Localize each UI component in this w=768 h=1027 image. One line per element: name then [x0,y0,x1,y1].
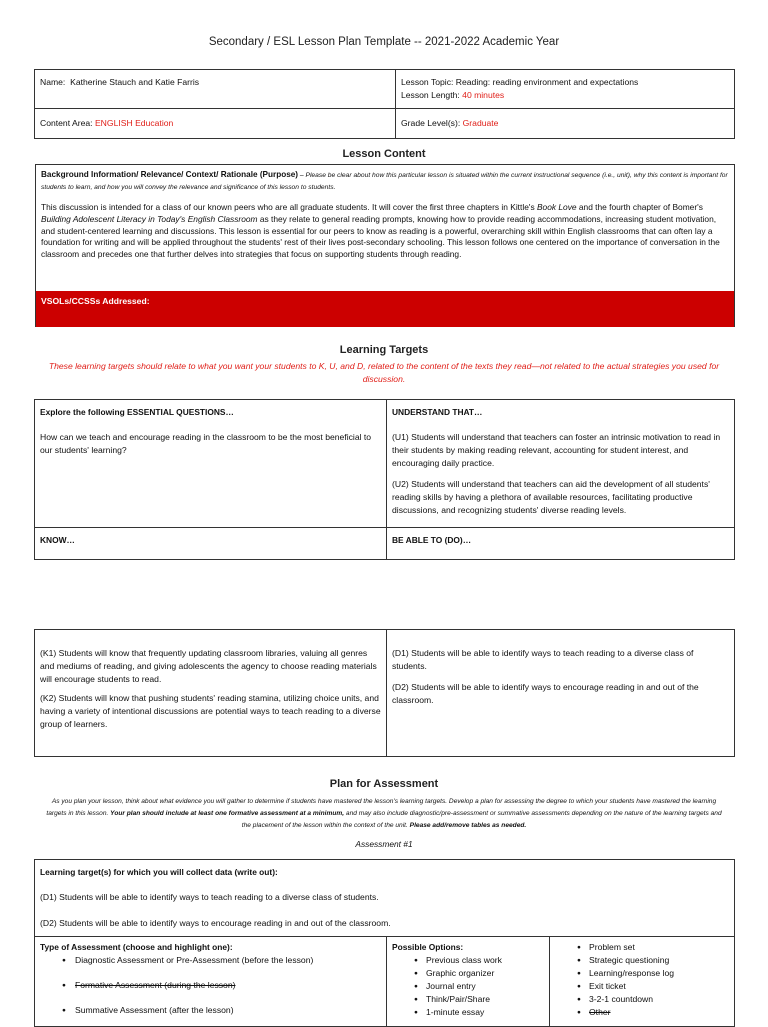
assessment-type-cell [35,937,387,1027]
option-item: ● Think/Pair/Share [392,993,544,1006]
background-heading: Background Information/ Relevance/ Context/ Rationale (Purpose) [41,170,299,179]
option-item: ● Previous class work [392,954,544,967]
assessment-table [34,859,735,1027]
name-label: Name: [40,77,66,87]
content-area-cell [35,109,396,139]
vsols-banner [36,291,734,327]
learning-targets-note: These learning targets should relate to what you want your students to K, U, and D, related to the content of the texts they read—not related to the actual strategies you used for discussion. [48,361,720,384]
know-do-table [34,629,735,757]
do-heading: BE ABLE TO (DO)… [392,535,472,545]
topic-cell [396,70,735,109]
topic-value: Reading: reading environment and expectations [455,77,639,87]
name-value: Katherine Stauch and Katie Farris [70,77,200,87]
options-heading: Possible Options: [392,942,464,952]
type-formative[interactable]: ● Formative Assessment (during the lesson) [40,979,381,992]
background-instruction: – Please be clear about how this particular lesson is situated within the current instructional sequence (i.e., unit), why this content is important for students to learn, and how you will convey the relevance and significance of this lesson to students. [41,172,728,191]
grade-cell [396,109,735,139]
type-summative[interactable]: ● Summative Assessment (after the lesson) [40,1004,381,1017]
understand-cell [387,400,735,528]
know-cell [35,528,387,560]
lesson-content-title: Lesson Content [342,148,426,160]
name-cell [35,70,396,109]
eq-text: How can we teach and encourage reading in the classroom to be the most beneficial to our students' learning? [40,432,372,455]
targets-collect-heading: Learning target(s) for which you will collect data (write out): [40,867,278,877]
assessment-number: Assessment #1 [355,839,413,849]
options-list-1 [392,954,544,1019]
content-area-value: ENGLISH Education [94,118,174,128]
length-value: 40 minutes [462,90,505,100]
option-item: ● Journal entry [392,980,544,993]
option-item: ● 3-2-1 countdown [555,993,729,1006]
option-item: ● Strategic questioning [555,954,729,967]
options-list-2 [555,941,729,1019]
content-area-label: Content Area: [40,118,93,128]
type-list [40,954,381,1017]
targets-table [34,399,735,560]
lesson-content-box [35,164,735,327]
option-item: ● Other [555,1006,729,1019]
topic-label: Lesson Topic: [401,77,454,87]
grade-label: Grade Level(s): [401,118,461,128]
know-heading: KNOW… [40,535,75,545]
target-d1: (D1) Students will be able to identify ways to teach reading to a diverse class of students. [40,892,379,902]
k2-text: (K2) Students will know that pushing students' reading stamina, utilizing choice units, and having a variety of intentional discussions are potential ways to teach reading to a diverse group of learners. [40,693,381,729]
learning-targets-title: Learning Targets [339,344,429,356]
length-label: Lesson Length: [401,90,460,100]
assessment-intro: As you plan your lesson, think about what evidence you will gather to determine if students have mastered the lesson's learning targets. Develop a plan for assessing the degree to which your students have mastered the learning targets in this lesson. Your plan should include at least one formative assessment at a minimum, and may also include diagnostic/pre-assessment or summative assessments depending on the nature of the learning targets and the placement of the lesson within the context of the unit. Please add/remove tables as needed. [46,798,722,829]
k1-text: (K1) Students will know that frequently updating classroom libraries, valuing all genres and mediums of reading, and giving adolescents the agency to choose reading materials will encourage students to read. [40,648,377,684]
essential-questions-cell [35,400,387,528]
background-paragraph: This discussion is intended for a class of our known peers who are all graduate students. It will cover the first three chapters in Kittle's Book Love and the fourth chapter of Bomer's Building Adolescent Literacy in Today's English Classroom as they relate to general reading prompts, knowing how to provide reading accommodations, increasing student motivation, and student-centered learning and discussions. This lesson is essential for our peers to know as reading is a powerful, overarching skill within English classrooms that can often lay a foundation for writing and will be applied throughout the students' rest of their lives post-secondary schooling. This lesson follows one centered on the importance of conversation in the classroom and precedes one that further delves into strategies that focus on supporting students through reading. [41,202,720,260]
type-diagnostic[interactable]: ● Diagnostic Assessment or Pre-Assessment (before the lesson) [40,954,381,967]
eq-heading: Explore the following ESSENTIAL QUESTIONS… [40,407,234,417]
u-heading: UNDERSTAND THAT… [392,407,483,417]
do-cell [387,528,735,560]
targets-collect-cell [35,860,735,937]
target-d2: (D2) Students will be able to identify ways to encourage reading in and out of the classroom. [40,918,391,928]
know-content-cell [35,630,387,757]
book-title-1: Book Love [536,202,577,212]
options-col2-cell [550,937,735,1027]
header-table [34,69,735,139]
option-item: ● Problem set [555,941,729,954]
page-title: Secondary / ESL Lesson Plan Template -- 2021-2022 Academic Year [208,36,560,48]
u1-text: (U1) Students will understand that teachers can foster an intrinsic motivation to read in their students by making reading relevant, accounting for student interest, and encouraging daily practice. [392,432,721,468]
d2-text: (D2) Students will be able to identify ways to encourage reading in and out of the classroom. [392,682,699,705]
options-col1-cell [387,937,550,1027]
book-title-2: Building Adolescent Literacy in Today's English Classroom [41,213,258,224]
assessment-title: Plan for Assessment [329,778,439,790]
do-content-cell [387,630,735,757]
option-item: ● 1-minute essay [392,1006,544,1019]
vsols-label: VSOLs/CCSSs Addressed: [41,296,150,306]
grade-value: Graduate [462,118,499,128]
option-item: ● Learning/response log [555,967,729,980]
d1-text: (D1) Students will be able to identify ways to teach reading to a diverse class of students. [392,648,694,671]
option-item: ● Exit ticket [555,980,729,993]
option-item: ● Graphic organizer [392,967,544,980]
type-heading: Type of Assessment (choose and highlight one): [40,942,233,952]
u2-text: (U2) Students will understand that teachers can aid the development of all students' reading skills by having a plethora of available resources, facilitating productive discussions, and recognizing students' diverse reading levels. [392,479,710,515]
